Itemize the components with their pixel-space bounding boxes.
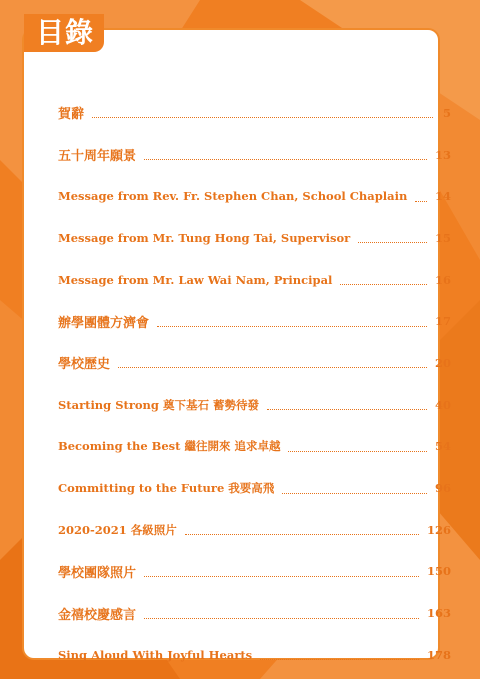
toc-entry-title: 金禧校慶感言 (58, 607, 137, 623)
dot-leader (185, 534, 419, 535)
toc-page-number: 126 (426, 522, 451, 537)
toc-list (58, 92, 451, 676)
toc-entry[interactable] (58, 426, 451, 468)
dot-leader (267, 409, 427, 410)
toc-page-number: 14 (434, 189, 451, 204)
toc-entry[interactable] (58, 634, 451, 676)
toc-page-number: 163 (426, 606, 451, 621)
toc-entry[interactable] (58, 259, 451, 301)
toc-page-number: 13 (434, 147, 451, 162)
toc-page-number: 54 (434, 439, 451, 454)
toc-entry-title: 學校團隊照片 (58, 565, 137, 581)
toc-entry-title: Message from Mr. Law Wai Nam, Principal (58, 272, 333, 287)
toc-entry-title: Message from Rev. Fr. Stephen Chan, School Chaplain (58, 189, 408, 204)
page-title: 目錄 (24, 14, 104, 52)
toc-entry[interactable] (58, 300, 451, 342)
toc-entry-title: 五十周年願景 (58, 149, 137, 165)
toc-entry[interactable] (58, 509, 451, 551)
dot-leader (92, 117, 433, 118)
toc-page-number: 15 (434, 230, 451, 245)
toc-panel (22, 28, 451, 662)
toc-entry-title: Starting Strong 奠下基石 蓄勢待發 (58, 397, 259, 412)
toc-page-number: 40 (434, 397, 451, 412)
toc-page-number: 96 (434, 481, 451, 496)
dot-leader (144, 576, 419, 577)
dot-leader (144, 159, 427, 160)
toc-entry-title: Sing Aloud With Joyful Hearts (58, 647, 253, 662)
toc-entry-title: 辦學團體方濟會 (58, 315, 150, 331)
toc-page-number: 5 (442, 105, 451, 120)
dot-leader (157, 326, 427, 327)
toc-entry[interactable] (58, 175, 451, 217)
dot-leader (340, 284, 427, 285)
dot-leader (288, 451, 427, 452)
dot-leader (415, 201, 427, 202)
toc-page-number: 178 (426, 647, 451, 662)
toc-entry[interactable] (58, 92, 451, 134)
toc-entry[interactable] (58, 592, 451, 634)
toc-entry-title: 學校歷史 (58, 357, 111, 373)
toc-entry[interactable] (58, 551, 451, 593)
toc-page-number: 150 (426, 564, 451, 579)
toc-entry[interactable] (58, 217, 451, 259)
dot-leader (282, 493, 427, 494)
toc-page-number: 16 (434, 272, 451, 287)
toc-entry-title: Committing to the Future 我要高飛 (58, 481, 275, 496)
toc-entry[interactable] (58, 134, 451, 176)
toc-entry[interactable] (58, 342, 451, 384)
dot-leader (358, 242, 427, 243)
toc-entry[interactable] (58, 467, 451, 509)
dot-leader (118, 367, 427, 368)
dot-leader (260, 659, 419, 660)
toc-entry-title: Message from Mr. Tung Hong Tai, Supervisor (58, 230, 351, 245)
toc-page-number: 20 (434, 355, 451, 370)
toc-entry-title: 2020-2021 各級照片 (58, 522, 177, 537)
toc-entry-title: Becoming the Best 繼往開來 追求卓越 (58, 439, 281, 454)
toc-entry-title: 賀辭 (58, 107, 85, 123)
toc-entry[interactable] (58, 384, 451, 426)
dot-leader (144, 618, 419, 619)
toc-page-number: 17 (434, 314, 451, 329)
